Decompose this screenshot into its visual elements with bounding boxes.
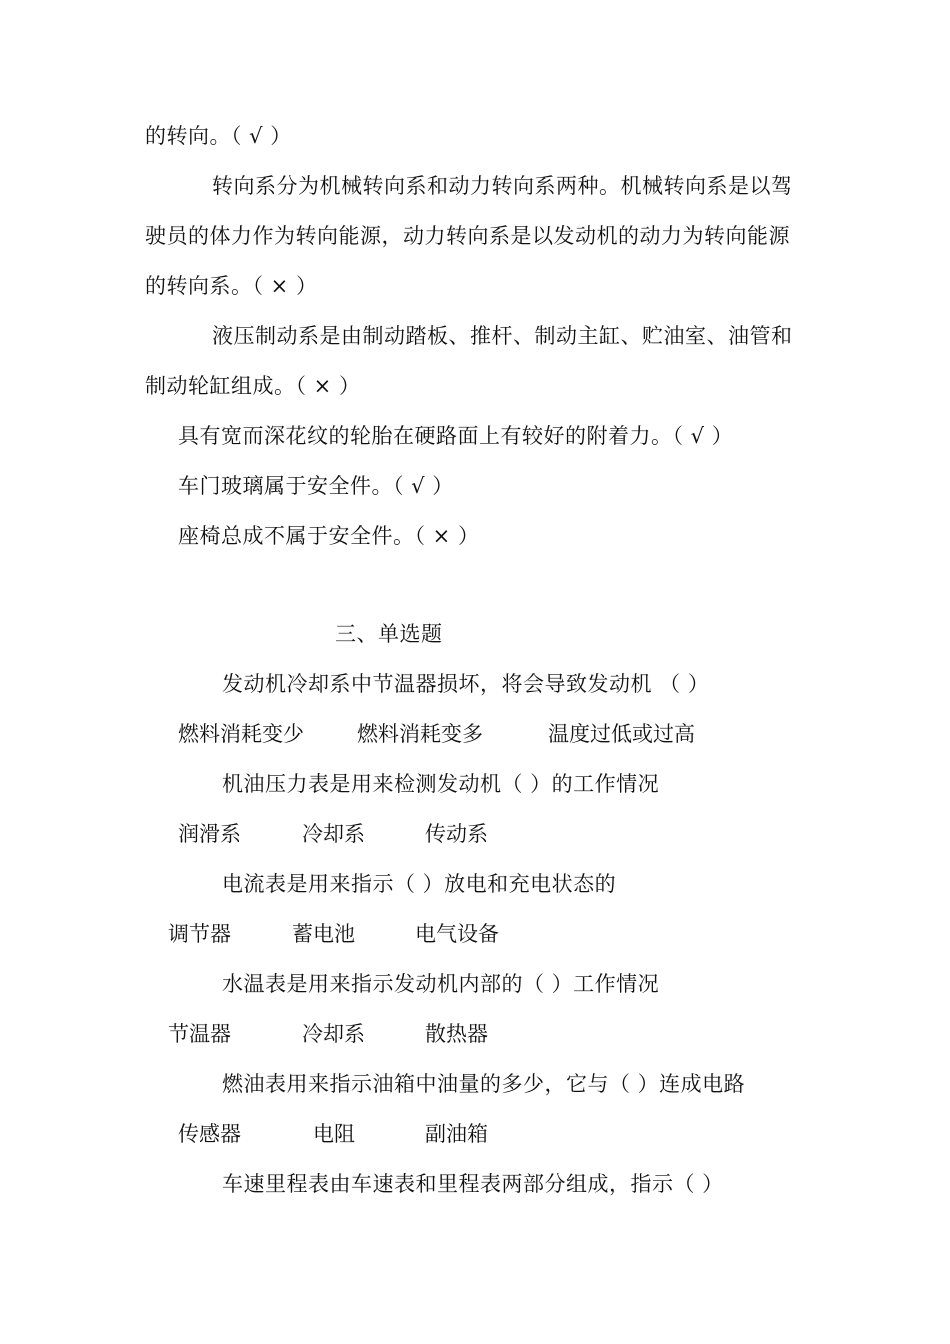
tf-line-2: 转向系分为机械转向系和动力转向系两种。机械转向系是以驾 (212, 174, 793, 198)
q4-option-1: 节温器 (168, 1022, 231, 1046)
q2-option-3: 传动系 (425, 822, 488, 846)
tf-line-6: 制动轮缸组成。（ × ） (145, 374, 361, 398)
q2-option-1: 润滑系 (178, 822, 241, 846)
question-1: 发动机冷却系中节温器损坏，将会导致发动机 （ ） (222, 672, 710, 696)
tf-line-5: 液压制动系是由制动踏板、推杆、制动主缸、贮油室、油管和 (212, 324, 793, 348)
q3-option-3: 电气设备 (415, 922, 499, 946)
tf-line-1: 的转向。（ √ ） (145, 124, 292, 148)
q1-option-2: 燃料消耗变多 (357, 722, 483, 746)
q5-option-3: 副油箱 (425, 1122, 488, 1146)
tf-line-8: 车门玻璃属于安全件。（ √ ） (178, 474, 454, 498)
question-6: 车速里程表由车速表和里程表两部分组成，指示（ ） (222, 1172, 724, 1196)
q4-option-2: 冷却系 (302, 1022, 365, 1046)
tf-line-3: 驶员的体力作为转向能源，动力转向系是以发动机的动力为转向能源 (145, 224, 790, 248)
q1-option-1: 燃料消耗变少 (178, 722, 304, 746)
tf-line-9: 座椅总成不属于安全件。（ × ） (178, 524, 480, 548)
q5-option-2: 电阻 (313, 1122, 355, 1146)
section-title: 三、单选题 (335, 622, 443, 646)
q4-option-3: 散热器 (425, 1022, 488, 1046)
q3-option-1: 调节器 (168, 922, 231, 946)
question-3: 电流表是用来指示（ ）放电和充电状态的 (222, 872, 617, 896)
question-2: 机油压力表是用来检测发动机（ ）的工作情况 (222, 772, 660, 796)
tf-line-7: 具有宽而深花纹的轮胎在硬路面上有较好的附着力。（ √ ） (178, 424, 734, 448)
question-5: 燃油表用来指示油箱中油量的多少，它与（ ）连成电路 (222, 1072, 746, 1096)
q1-option-3: 温度过低或过高 (548, 722, 695, 746)
q3-option-2: 蓄电池 (292, 922, 355, 946)
q2-option-2: 冷却系 (302, 822, 365, 846)
q5-option-1: 传感器 (178, 1122, 241, 1146)
question-4: 水温表是用来指示发动机内部的（ ）工作情况 (222, 972, 660, 996)
tf-line-4: 的转向系。（ × ） (145, 274, 318, 298)
